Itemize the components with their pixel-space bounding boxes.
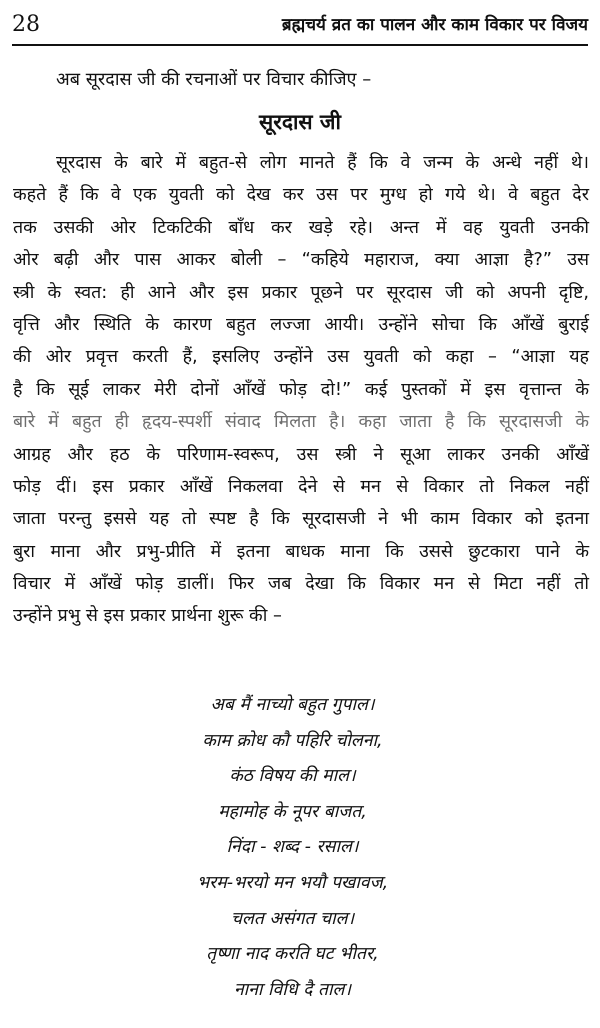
- poem-block: [0, 688, 600, 1008]
- paragraph-line: वृत्ति और स्थिति के कारण बहुत लज्जा आयी। उन्होंने सोचा कि आँखें बुराई: [13, 313, 589, 335]
- paragraph-line: सूरदास के बारे में बहुत-से लोग मानते हैं कि वे जन्म के अन्धे नहीं थे।: [56, 152, 589, 173]
- page-header: [12, 8, 588, 42]
- paragraph-line: विचार में आँखें फोड़ डालीं। फिर जब देखा कि विकार मन से मिटा नहीं तो: [13, 573, 589, 595]
- body-paragraph: [13, 147, 589, 633]
- intro-line: अब सूरदास जी की रचनाओं पर विचार कीजिए –: [56, 69, 372, 90]
- paragraph-line: फोड़ दीं। इस प्रकार आँखें निकलवा देने से मन से विकार तो निकल नहीं: [13, 475, 589, 497]
- poem-line: चलत असंगत चाल।: [230, 908, 355, 929]
- paragraph-line: बुरा माना और प्रभु-प्रीति में इतना बाधक माना कि उससे छुटकारा पाने के: [13, 540, 589, 562]
- paragraph-line: स्त्री के स्वत: ही आने और इस प्रकार पूछने पर सूरदास जी को अपनी दृष्टि,: [13, 281, 589, 303]
- paragraph-line: जाता परन्तु इससे यह तो स्पष्ट है कि सूरदासजी ने भी काम विकार को इतना: [13, 508, 589, 530]
- paragraph-line: ओर बढ़ी और पास आकर बोली – “कहिये महाराज, क्या आज्ञा है?” उस: [13, 249, 589, 271]
- poem-line: कंठ विषय की माल।: [229, 766, 356, 787]
- header-divider: [12, 44, 588, 46]
- poem-line: तृष्णा नाद करति घट भीतर,: [206, 944, 379, 965]
- paragraph-line: की ओर प्रवृत्त करती हैं, इसलिए उन्होंने उस युवती को कहा – “आज्ञा यह: [13, 346, 589, 368]
- poem-line: अब मैं नाच्यो बहुत गुपाल।: [210, 695, 375, 715]
- poem-line: महामोह के नूपर बाजत,: [218, 801, 367, 822]
- poem-line: निंदा - शब्द - रसाल।: [226, 837, 359, 858]
- paragraph-line: है कि सूई लाकर मेरी दोनों आँखें फोड़ दो!” कई पुस्तकों में इस वृत्तान्त के: [13, 378, 589, 400]
- paragraph-line: तक उसकी ओर टिकटिकी बाँध कर खड़े रहे। अन्त में वह युवती उनकी: [13, 216, 589, 238]
- poem-line: काम क्रोध कौ पहिरि चोलना,: [202, 730, 383, 751]
- running-title: ब्रह्मचर्य व्रत का पालन और काम विकार पर विजय: [281, 15, 588, 35]
- paragraph-line: कहते हैं कि वे एक युवती को देख कर उस पर मुग्ध हो गये थे। वे बहुत देर: [13, 184, 589, 206]
- poem-line: नाना विधि दै ताल।: [233, 979, 352, 1000]
- paragraph-line: उन्होंने प्रभु से इस प्रकार प्रार्थना शुरू की –: [13, 605, 282, 627]
- section-title: सूरदास जी: [259, 110, 341, 134]
- page-number: 28: [12, 12, 40, 37]
- paragraph-line: आग्रह और हठ के परिणाम-स्वरूप, उस स्त्री ने सूआ लाकर उनकी आँखें: [13, 443, 589, 465]
- poem-line: भरम-भरयो मन भयौ पखावज,: [196, 872, 389, 893]
- paragraph-line: बारे में बहुत ही हृदय-स्पर्शी संवाद मिलता है। कहा जाता है कि सूरदासजी के: [13, 411, 589, 433]
